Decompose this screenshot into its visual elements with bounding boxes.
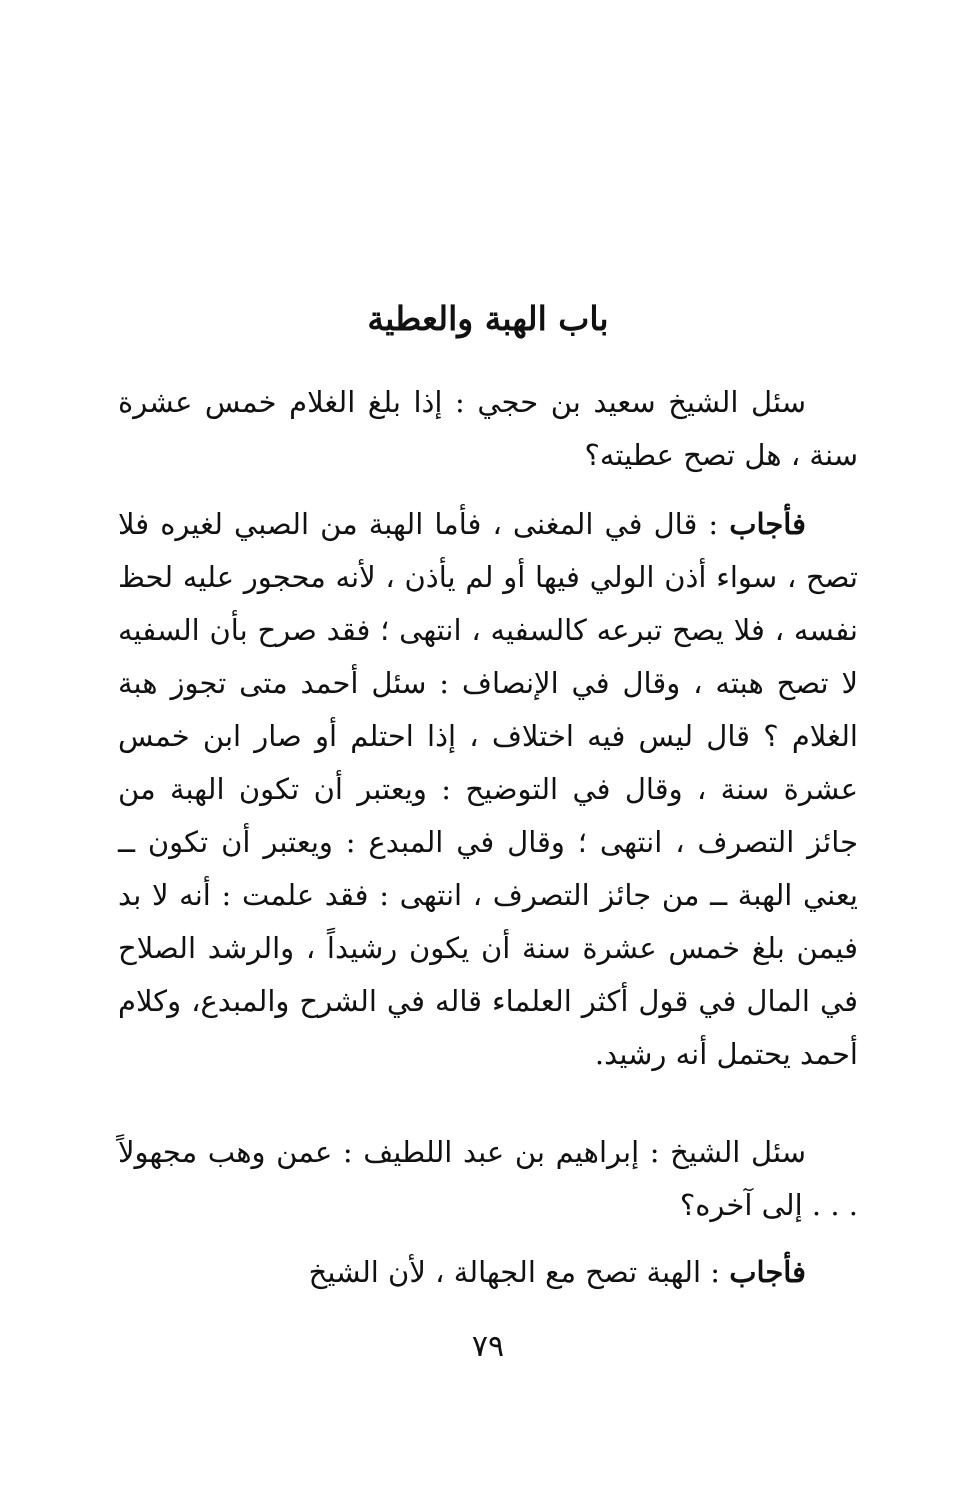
paragraph-text: سئل الشيخ : إبراهيم بن عبد اللطيف : عمن وهب مجهولاً . . . إلى آخره؟ — [118, 1135, 858, 1222]
paragraph-lead: فأجاب — [729, 1255, 806, 1289]
question-paragraph — [118, 1126, 858, 1232]
question-paragraph — [118, 376, 858, 482]
answer-paragraph — [118, 498, 858, 1081]
paragraph-lead: فأجاب — [729, 507, 806, 541]
chapter-title: باب الهبة والعطية — [367, 299, 609, 338]
answer-paragraph — [118, 1246, 858, 1299]
paragraph-text: : قال في المغنى ، فأما الهبة من الصبي لغيره فلا تصح ، سواء أذن الولي فيها أو لم يأذن ، لأنه محجور عليه لحظ نفسه ، فلا يصح تبرعه كالسفيه ، انتهى ؛ فقد صرح بأن السفيه لا تصح هبته ، وقال في الإنصاف : سئل أحمد متى تجوز هبة الغلام ؟ قال ليس فيه اختلاف ، إذا احتلم أو صار ابن خمس عشرة سنة ، وقال في التوضيح : ويعتبر أن تكون الهبة من جائز التصرف ، انتهى ؛ وقال في المبدع : ويعتبر أن تكون ــ يعني الهبة ــ من جائز التصرف ، انتهى : فقد علمت : أنه لا بد فيمن بلغ خمس عشرة سنة أن يكون رشيداً ، والرشد الصلاح في المال في قول أكثر العلماء قاله في الشرح والمبدع، وكلام أحمد يحتمل أنه رشيد. — [118, 507, 858, 1071]
paragraph-text: : الهبة تصح مع الجهالة ، لأن الشيخ — [308, 1255, 730, 1289]
paragraph-text: سئل الشيخ سعيد بن حجي : إذا بلغ الغلام خمس عشرة سنة ، هل تصح عطيته؟ — [118, 385, 858, 472]
page-number: ٧٩ — [471, 1329, 505, 1364]
document-page — [118, 0, 858, 1494]
